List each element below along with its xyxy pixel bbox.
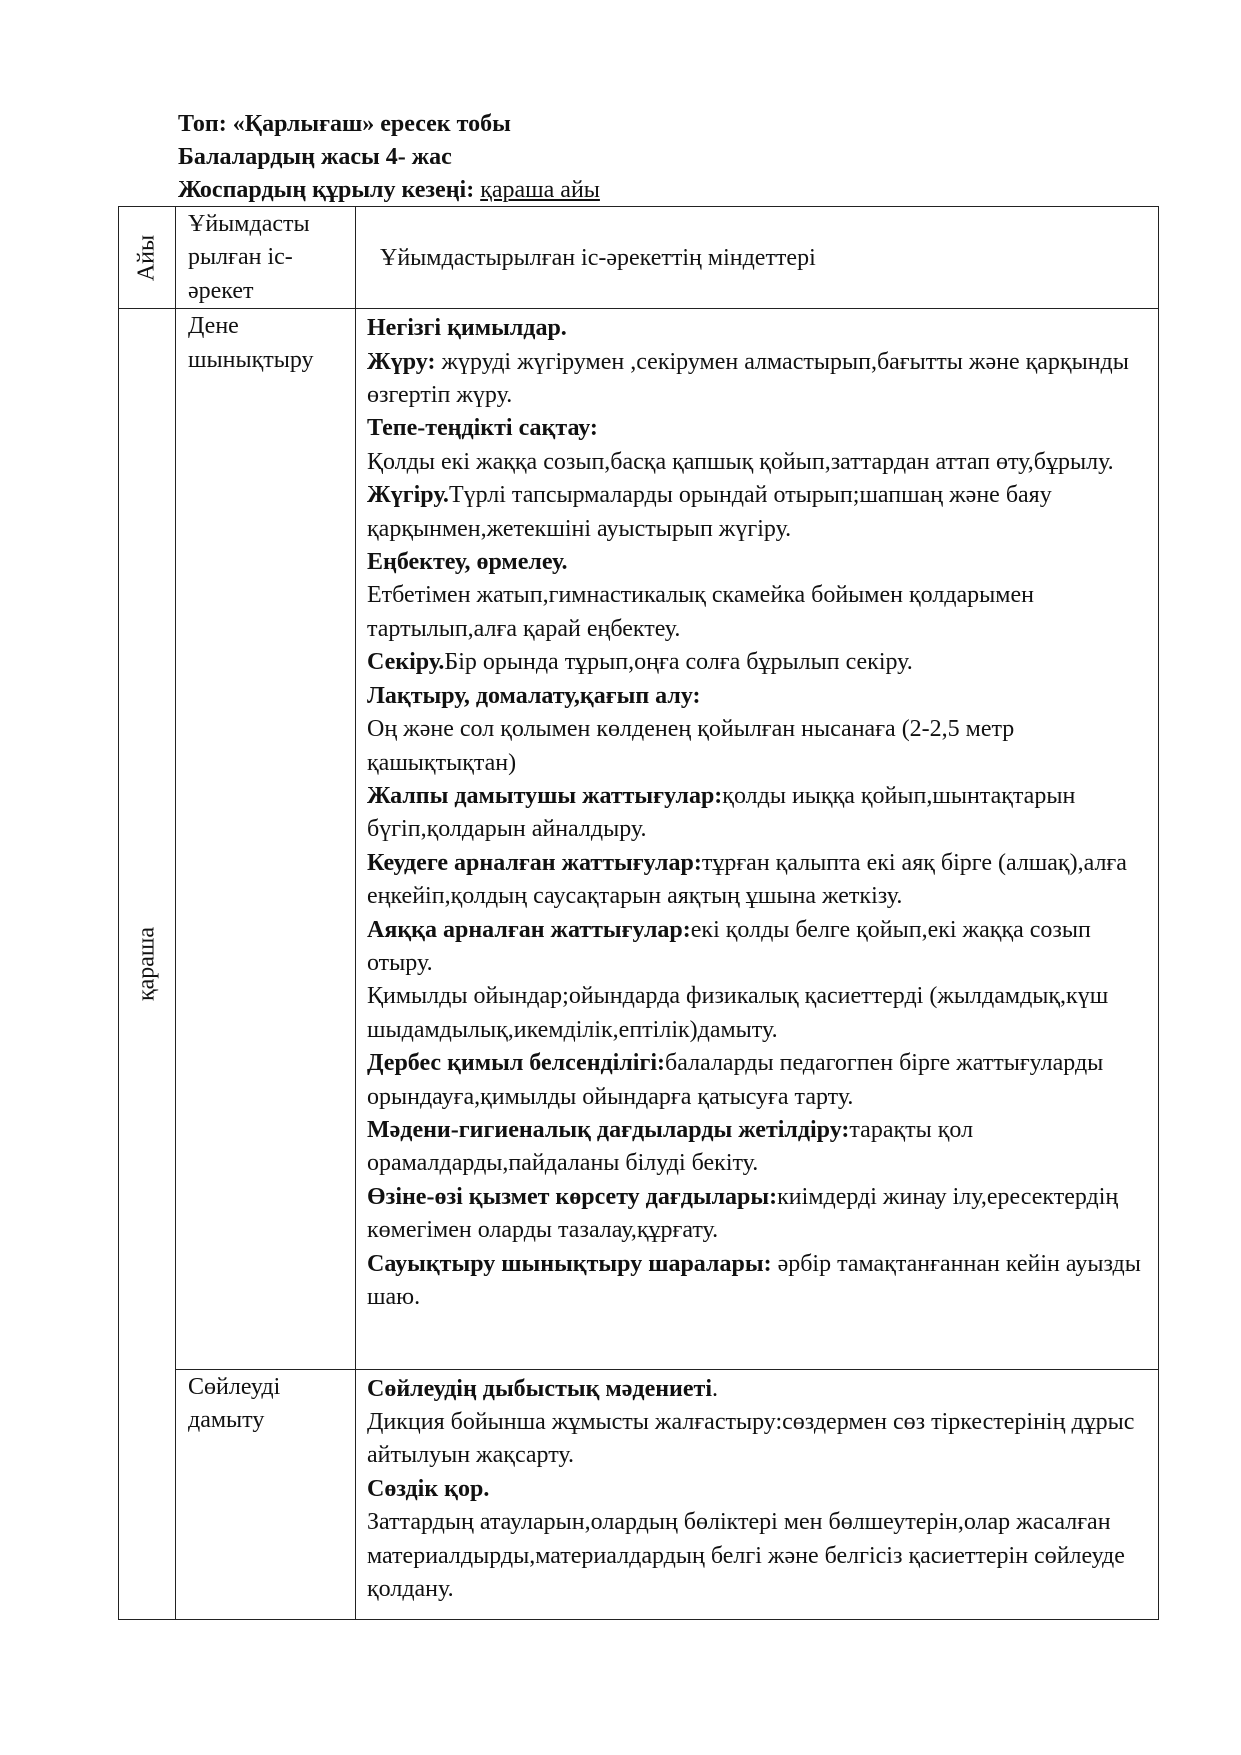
month-value: қараша <box>133 927 160 1002</box>
task-paragraph <box>367 1248 1150 1315</box>
plan-table <box>118 206 1159 1620</box>
task-text: Бір орында тұрып,оңға солға бұрылып секіру. <box>444 649 913 676</box>
task-heading: Еңбектеу, өрмелеу. <box>367 549 568 576</box>
task-heading: Жалпы дамытушы жаттығулар: <box>367 782 723 809</box>
group-line <box>178 108 600 141</box>
activity-header-line: Ұйымдасты <box>188 211 310 237</box>
task-heading: Сөздік қор. <box>367 1475 490 1502</box>
group-label: Топ: <box>178 111 227 137</box>
task-text: Түрлі тапсырмаларды орындай отырып;шапшаң және баяу қарқынмен,жетекшіні ауыстырып жүгіру. <box>367 482 1052 542</box>
table-row <box>119 309 1159 1369</box>
activity-name-line: Сөйлеуді <box>188 1373 281 1400</box>
month-header-cell <box>119 207 176 309</box>
task-heading: Тепе-теңдікті сақтау: <box>367 415 598 442</box>
period-line <box>178 174 600 207</box>
task-paragraph <box>367 412 1150 445</box>
task-text: жүруді жүгірумен ,секірумен алмастырып,бағытты және қарқынды өзгертіп жүру. <box>367 348 1129 409</box>
tasks-header-cell <box>356 207 1159 309</box>
task-text: Етбетімен жатып,гимнастикалық скамейка бойымен қолдарымен тартылып,алға қарай еңбектеу. <box>367 582 1034 642</box>
task-paragraph <box>367 1406 1150 1473</box>
task-text: әрбір тамақтанғаннан кейін ауызды шаю. <box>367 1250 1141 1310</box>
task-paragraph <box>367 312 1150 345</box>
activity-name-line: Дене <box>188 313 239 340</box>
activity-name-line: дамыту <box>188 1406 265 1433</box>
activity-header-line: әрекет <box>188 277 254 304</box>
task-paragraph <box>367 980 1150 1047</box>
month-cell <box>119 309 176 1620</box>
group-value: «Қарлығаш» ересек тобы <box>232 111 511 137</box>
task-text: қолды иыққа қойып,шынтақтарын бүгіп,қолдарын айналдыру. <box>367 782 1076 843</box>
document-header <box>178 108 600 207</box>
task-paragraph <box>367 1473 1150 1506</box>
month-header: Айы <box>133 234 160 281</box>
table-header-row <box>119 207 1159 309</box>
task-paragraph <box>367 780 1150 847</box>
age-value: 4- жас <box>385 144 452 170</box>
task-text: тұрған қалыпта екі аяқ бірге (алшақ),алға еңкейіп,қолдың саусақтарын аяқтың ұшына жеткізу. <box>367 849 1127 910</box>
tasks-content <box>367 312 1150 1314</box>
task-paragraph <box>367 479 1150 546</box>
task-text: тарақты қол орамалдарды,пайдаланы білуді бекіту. <box>367 1116 974 1177</box>
task-paragraph <box>367 1181 1150 1248</box>
task-heading: Негізгі қимылдар. <box>367 315 567 342</box>
tasks-header: Ұйымдастырылған іс-әрекеттің міндеттері <box>380 245 816 272</box>
task-text: Қимылды ойындар;ойындарда физикалық қасиеттерді (жылдамдық,күш шыдамдылық,икемділік,ептілік)дамыту. <box>367 983 1109 1043</box>
task-heading: Сауықтыру шынықтыру шаралары: <box>367 1250 772 1277</box>
age-label: Балалардың жасы <box>178 144 380 170</box>
task-paragraph <box>367 713 1150 780</box>
table-row <box>119 1369 1159 1620</box>
tasks-cell <box>356 1369 1159 1620</box>
activity-header-line: рылған іс- <box>188 244 293 271</box>
task-paragraph <box>367 1506 1150 1606</box>
task-heading: Дербес қимыл белсенділігі: <box>367 1050 666 1077</box>
task-heading: Кеудеге арналған жаттығулар: <box>367 849 702 876</box>
task-heading: Сөйлеудің дыбыстық мәдениеті <box>367 1375 712 1402</box>
task-text: Дикция бойынша жұмысты жалғастыру:сөздермен сөз тіркестерінің дұрыс айтылуын жақсарту. <box>367 1408 1135 1469</box>
task-paragraph <box>367 579 1150 646</box>
activity-name <box>188 310 345 377</box>
activity-name <box>188 1371 345 1438</box>
activity-name-line: шынықтыру <box>188 346 314 373</box>
tasks-content <box>367 1373 1150 1607</box>
task-text: киімдерді жинау ілу,ересектердің көмегімен оларды тазалау,құрғату. <box>367 1183 1119 1244</box>
task-text: Оң және сол қолымен көлденең қойылған нысанаға (2-2,5 метр қашықтықтан) <box>367 716 1015 776</box>
task-paragraph <box>367 914 1150 981</box>
task-paragraph <box>367 847 1150 914</box>
task-heading: Өзіне-өзі қызмет көрсету дағдылары: <box>367 1183 778 1210</box>
task-paragraph <box>367 646 1150 679</box>
task-heading: Жүру: <box>367 348 436 375</box>
activity-cell <box>176 1369 356 1620</box>
task-paragraph <box>367 446 1150 479</box>
task-text: . <box>712 1375 718 1402</box>
task-heading: Лақтыру, домалату,қағып алу: <box>367 682 701 709</box>
activity-cell <box>176 309 356 1369</box>
task-heading: Мәдени-гигиеналық дағдыларды жетілдіру: <box>367 1116 850 1143</box>
task-text: Заттардың атауларын,олардың бөліктері мен бөлшеутерін,олар жасалған материалдырды,материалдардың белгі және белгісіз қасиеттерін сөйлеуде қолдану. <box>367 1509 1125 1602</box>
task-text: Қолды екі жаққа созып,басқа қапшық қойып,заттардан аттап өту,бұрылу. <box>367 448 1114 475</box>
period-label: Жоспардың құрылу кезеңі: <box>178 177 475 203</box>
task-paragraph <box>367 1373 1150 1406</box>
task-paragraph <box>367 1114 1150 1181</box>
tasks-cell <box>356 309 1159 1369</box>
activity-header-cell <box>176 207 356 309</box>
task-paragraph <box>367 546 1150 579</box>
task-text: балаларды педагогпен бірге жаттығуларды орындауға,қимылды ойындарға қатысуға тарту. <box>367 1050 1104 1110</box>
period-value: қараша айы <box>480 177 600 203</box>
activity-header <box>188 208 345 308</box>
task-paragraph <box>367 1047 1150 1114</box>
task-text: екі қолды белге қойып,екі жаққа созып отыру. <box>367 916 1091 976</box>
age-line <box>178 141 600 174</box>
task-heading: Жүгіру. <box>367 482 449 509</box>
task-paragraph <box>367 346 1150 413</box>
task-heading: Аяққа арналған жаттығулар: <box>367 916 691 943</box>
task-heading: Секіру. <box>367 649 445 676</box>
task-paragraph <box>367 680 1150 713</box>
